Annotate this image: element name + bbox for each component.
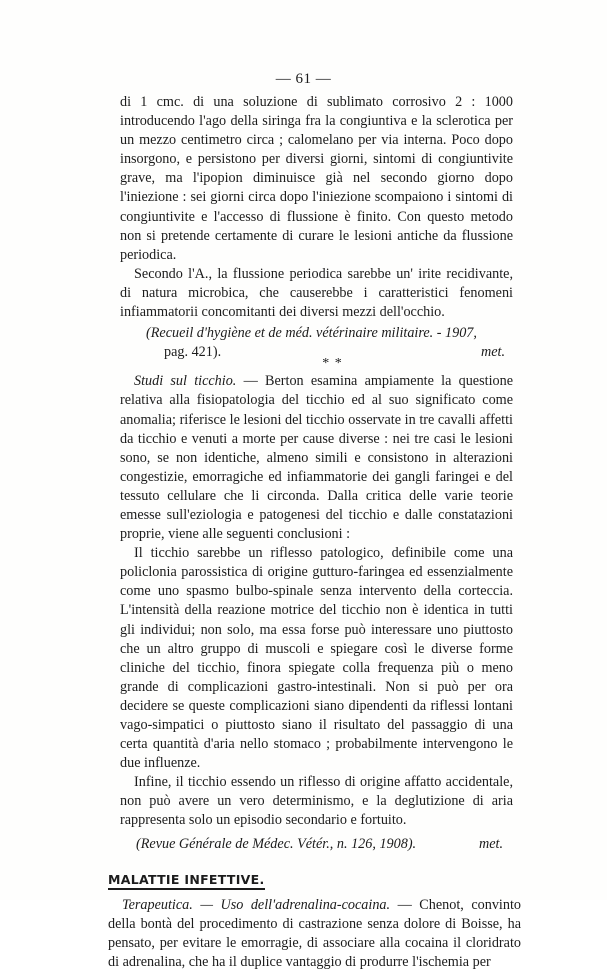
paragraph-continuation: di 1 cmc. di una soluzione di sublimato corrosivo 2 : 1000 introducendo l'ago della siringa fra la congiuntiva e la sclerotica per un mezzo centimetro circa ; calomelano per via interna. Poco dopo insorgono, e persistono per diversi giorni, sintomi di congiuntivite grave, ma l'ipopion diminuisce già nel secondo giorno dopo l'iniezione : sei giorni circa dopo l'iniezione scompaiono i sintomi di congiuntivite e l'accesso di flussione è finito. Con questo metodo non si pretende certamente di curare le lesioni antiche da flussione periodica. — [120, 94, 513, 263]
article-title-ticchio: Studi sul ticchio. — [134, 373, 237, 390]
reference-citation-revue: (Revue Générale de Médec. Vétér., n. 126, 1908). — [136, 835, 417, 852]
author-signature-2: met. — [478, 835, 503, 852]
author-signature: met. — [480, 344, 505, 361]
paragraph-ticchio-intro — [120, 372, 513, 544]
paragraph-flussione: Secondo l'A., la flussione periodica sarebbe un' irite recidivante, di natura microbica, che causerebbe i caratteristici fenomeni infiammatorii concomitanti dei diversi mezzi dell'occhio. — [120, 265, 513, 321]
article-title-terapeutica: Terapeutica. — Uso dell'adrenalina-cocaina. — [122, 896, 391, 913]
text-column — [108, 93, 521, 972]
section-heading: MALATTIE INFETTIVE. — [108, 872, 265, 890]
paragraph-ticchio-conclusion-2: Infine, il ticchio essendo un riflesso di origine affatto accidentale, non può avere un vero determinismo, e la deglutizione di aria rappresenta solo un episodio secondario e fortuito. — [120, 774, 513, 829]
paragraph-ticchio-conclusion-1: Il ticchio sarebbe un riflesso patologico, definibile come una policlonia parossistica di origine gutturo-faringea ed essenzialmente come uno spasmo bulbo-spinale senza intervento della corteccia. L'intensità della reazione motrice del ticchio non è identica in tutti gli individui; non solo, ma essa forse può interessare uno piuttosto che un altro gruppo di muscoli e spiegare così le diverse forme cliniche del ticchio, finora spiegate colla frequenza più o meno grande di complicazioni gastro-intestinali. Non si può per ora decidere se queste complicazioni siano dipendenti da riflessi lontani vago-simpatici o piuttosto siano il risultato del passaggio di una certa quantità d'aria nello stomaco ; probabilmente intervengono le due influenze. — [120, 545, 513, 772]
paragraph-terapeutica — [108, 896, 521, 972]
section-separator-stars: * * — [322, 356, 343, 372]
article-ticchio-body: — Berton esamina ampiamente la questione relativa alla fisiopatologia del ticchio ed al suo significato come anomalia; riferisce le lesioni del ticchio osservate in tre cavalli affetti da ticchio e venuti a morte per cause diverse : nei tre casi le lesioni sono, se non identiche, almeno simili e consistono in alterazioni congestizie, emorragiche ed infiammatorie dei gangli faringei e del tessuto cellulare che li circonda. Dalla critica delle varie teorie emesse sull'eziologia e patogenesi del ticchio e dalle constatazioni proprie, viene alle seguenti conclusioni : — [120, 373, 513, 543]
reference-recueil — [120, 324, 513, 362]
reference-citation: (Recueil d'hygiène et de méd. vétérinaire militaire. - 1907, — [146, 325, 477, 342]
reference-pages: pag. 421). — [164, 344, 222, 361]
reference-revue — [120, 835, 513, 854]
page-number: — 61 — — [275, 71, 332, 87]
article-terapeutica-body: — Chenot, convinto della bontà del procedimento di castrazione senza dolore di Boisse, ha pensato, per evitare le emorragie, di associare alla cocaina il cloridrato di adrenalina, che ha il duplice vantaggio di produrre l'ischemia per — [108, 896, 521, 970]
